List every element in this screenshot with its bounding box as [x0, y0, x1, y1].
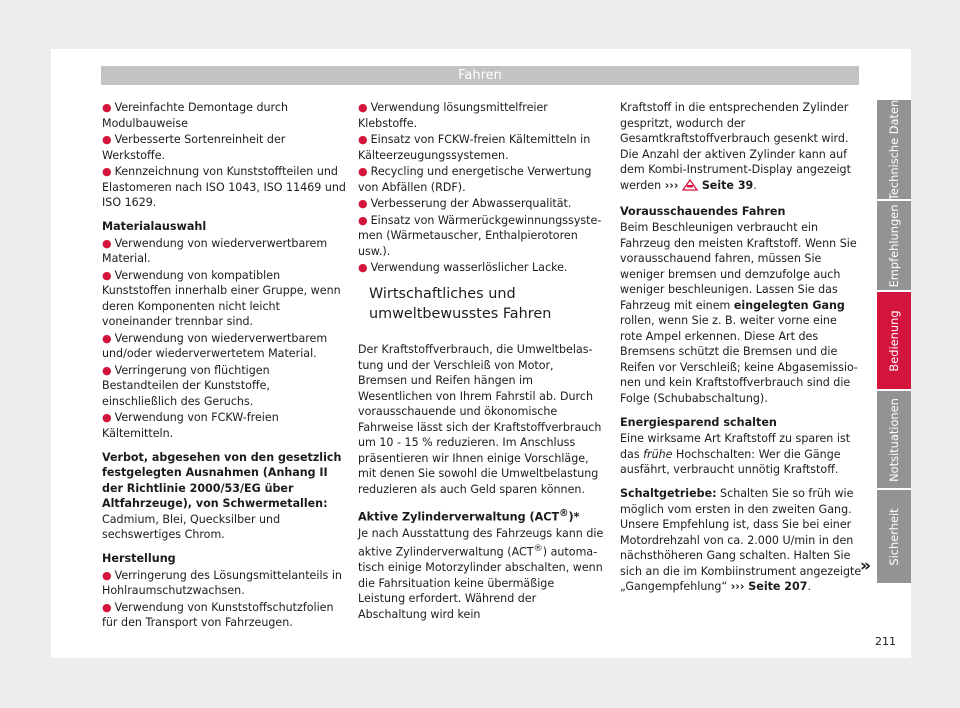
reference-arrow: ›››	[730, 580, 745, 593]
section-header: Fahren	[101, 66, 859, 85]
tab-empfehlungen[interactable]: Empfehlungen	[877, 201, 911, 290]
reference-arrow: ›››	[664, 178, 679, 192]
tab-technische-daten[interactable]: Technische Daten	[877, 100, 911, 199]
body-paragraph: Kraftstoff in die entsprechenden Zylinder gespritzt, wodurch der Gesamtkraftstoffverbrauch gesenkt wird. Die Anzahl der aktiven Zylinder kann auf dem Kombi-Instrument-Display angezeigt werden ››› Seite 39.	[620, 100, 862, 195]
list-item: ● Verringerung von flüchtigen Bestandteilen der Kunststoffe, einschließlich des Geruchs.	[102, 363, 270, 408]
list-item: ● Verwendung von FCKW-freien Kältemitteln.	[102, 411, 279, 440]
bullet-icon: ●	[358, 213, 368, 227]
heading-act: Aktive Zylinderverwaltung (ACT®)*	[358, 507, 580, 524]
list-item: ● Verwendung von wiederverwertbarem Material.	[102, 236, 328, 265]
section-heading: Wirtschaftliches und umweltbewusstes Fahren	[369, 286, 552, 322]
tab-notsituationen[interactable]: Notsituationen	[877, 391, 911, 488]
body-paragraph: Der Kraftstoffverbrauch, die Umweltbelastung und der Verschleiß von Motor, Bremsen und Reifen hängen im Wesentlichen von Ihrem Fahrstil ab. Durch vorausschauende und ökonomische Fahrweise lässt sich der Kraftstoffverbrauch um 10 - 15 % reduzieren. Im Anschluss präsentieren wir Ihnen einige Vorschläge, mit denen Sie sowohl die Umweltbelastung reduzieren als auch Geld sparen können.	[358, 343, 602, 496]
bullet-icon: ●	[102, 411, 112, 424]
bullet-icon: ●	[358, 197, 368, 210]
bullet-icon: ●	[102, 568, 112, 582]
page-number: 211	[875, 635, 896, 648]
list-item: ● Recycling und energetische Verwertung von Abfällen (RDF).	[358, 165, 592, 194]
continue-marker: »	[860, 556, 871, 576]
bullet-icon: ●	[358, 165, 368, 178]
list-item: ● Einsatz von Wärmerückgewinnungssystemen (Wärmetauscher, Enthalpierotoren usw.).	[358, 213, 602, 258]
heading-vorausschauend: Vorausschauendes Fahren	[620, 204, 786, 218]
list-item: ● Verwendung von Kunststoffschutzfolien für den Transport von Fahrzeugen.	[102, 600, 334, 629]
bullet-icon: ●	[102, 268, 112, 282]
heading-materialauswahl: Materialauswahl	[102, 220, 207, 233]
list-item: ● Verwendung von wiederverwertbarem und/oder wiederverwertetem Material.	[102, 331, 328, 360]
column-middle	[358, 100, 604, 631]
body-paragraph: Je nach Ausstattung des Fahrzeugs kann die aktive Zylinderverwaltung (ACT®) automatisch einige Motorzylinder abschalten, wenn die Fahrsituation keine übermäßige Leistung erfordert. Während der Abschaltung wird kein	[358, 526, 604, 621]
list-item: ● Verwendung wasserlöslicher Lacke.	[358, 261, 568, 274]
body-paragraph: Schaltgetriebe: Schalten Sie so früh wie möglich vom ersten in den zweiten Gang. Unsere Empfehlung ist, dass Sie bei einer Motordrehzahl von ca. 2.000 U/min in den nächsthöheren Gang schalten. Halten Sie sich an die im Kombiinstrument angezeigte „Gangempfehlung“ ››› Seite 207.	[620, 487, 862, 593]
bullet-icon: ●	[358, 261, 368, 274]
warning-icon	[682, 179, 698, 196]
bullet-icon: ●	[102, 165, 112, 178]
column-right	[620, 100, 862, 603]
heading-energiesparend: Energiesparend schalten	[620, 415, 777, 429]
list-item: ● Verbesserte Sortenreinheit der Werkstoffe.	[102, 133, 286, 162]
heading-herstellung: Herstellung	[102, 552, 176, 565]
list-item: ● Verringerung des Lösungsmittelanteils in Hohlraumschutzwachsen.	[102, 568, 342, 597]
list-item: ● Verwendung von kompatiblen Kunststoffen innerhalb einer Gruppe, wenn deren Komponenten nicht leicht voneinander trennbar sind.	[102, 268, 341, 328]
list-item: ● Einsatz von FCKW-freien Kältemitteln in Kälteerzeugungssystemen.	[358, 133, 591, 162]
page-reference-link[interactable]: Seite 207	[744, 580, 808, 593]
body-paragraph: Eine wirksame Art Kraftstoff zu sparen ist das frühe Hochschalten: Wer die Gänge ausfährt, verbraucht unnötig Kraftstoff.	[620, 432, 851, 476]
page-reference-link[interactable]: Seite 39	[697, 178, 754, 192]
list-item: ● Verbesserung der Abwasserqualität.	[358, 197, 572, 210]
list-item: ● Kennzeichnung von Kunststoffteilen und Elastomeren nach ISO 1043, ISO 11469 und ISO 1629.	[102, 165, 346, 209]
bullet-icon: ●	[102, 363, 112, 377]
column-left	[102, 100, 347, 632]
bullet-icon: ●	[358, 101, 368, 114]
list-item: ● Verwendung lösungsmittelfreier Klebstoffe.	[358, 101, 548, 130]
bullet-icon: ●	[102, 133, 112, 146]
tab-bedienung[interactable]: Bedienung	[877, 292, 911, 389]
bullet-icon: ●	[358, 133, 368, 146]
verbot-paragraph: Verbot, abgesehen von den gesetzlich festgelegten Ausnahmen (Anhang II der Richtlinie 2000/53/EG über Altfahrzeuge), von Schwermetallen: Cadmium, Blei, Quecksilber und sechswertiges Chrom.	[102, 450, 342, 541]
bullet-icon: ●	[102, 331, 112, 345]
body-paragraph: Beim Beschleunigen verbraucht ein Fahrzeug den meisten Kraftstoff. Wenn Sie vorausschauend fahren, müssen Sie weniger bremsen und demzufolge auch weniger beschleunigen. Lassen Sie das Fahrzeug mit einem eingelegten Gang rollen, wenn Sie z. B. weiter vorne eine rote Ampel erkennen. Diese Art des Bremsens schützt die Bremsen und die Reifen vor Verschleiß; keine Abgasemissionen und kein Kraftstoffverbrauch sind die Folge (Schubabschaltung).	[620, 221, 858, 405]
tab-sicherheit[interactable]: Sicherheit	[877, 490, 911, 583]
bullet-icon: ●	[102, 236, 112, 250]
bullet-icon: ●	[102, 600, 112, 614]
list-item: ● Vereinfachte Demontage durch Modulbauweise	[102, 101, 289, 130]
bullet-icon: ●	[102, 101, 112, 114]
